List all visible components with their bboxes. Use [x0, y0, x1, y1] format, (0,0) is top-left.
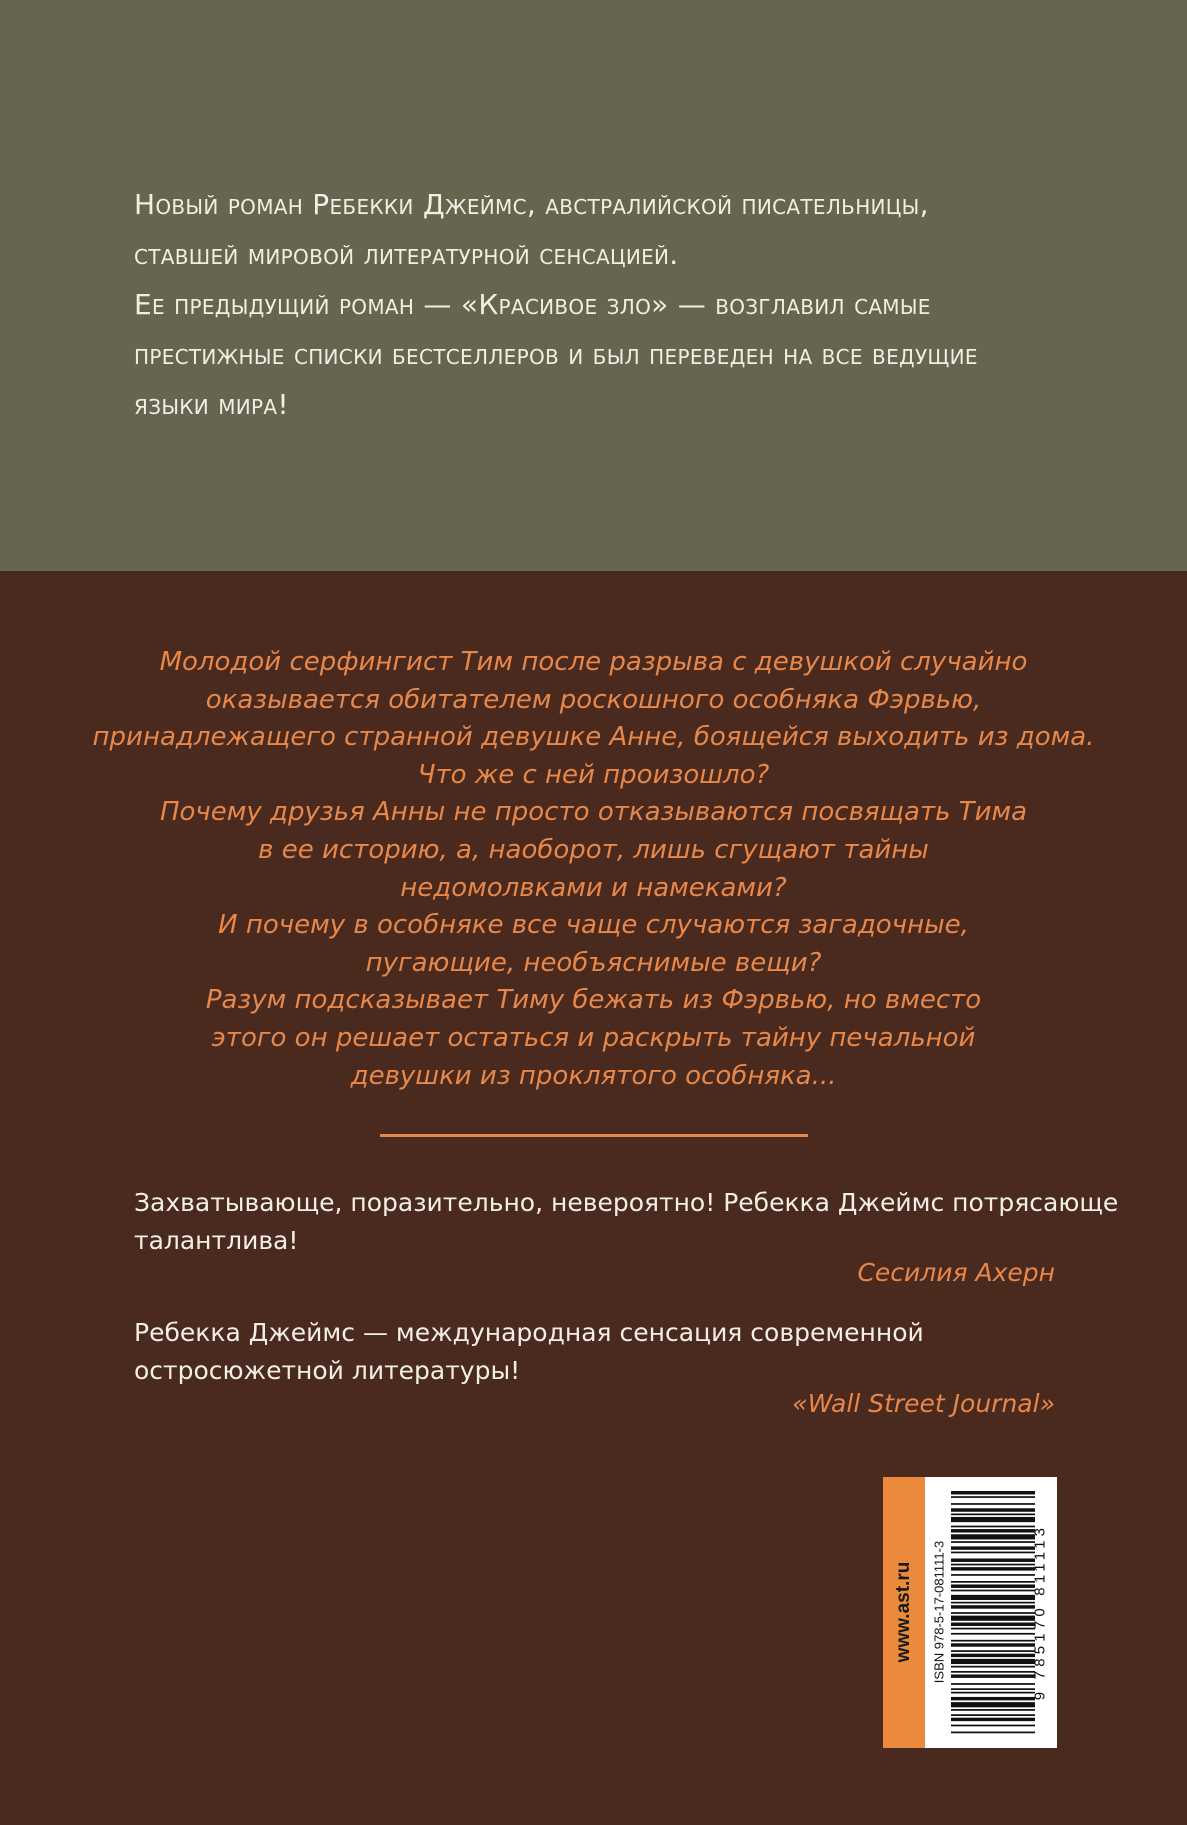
barcode-label [883, 1477, 1057, 1748]
barcode-bar [951, 1725, 1035, 1727]
synopsis-line: Молодой серфингист Тим после разрыва с девушкой случайно [159, 647, 1028, 677]
review-quote-line: талантлива! [134, 1226, 299, 1255]
intro-line: Новый роман Ребекки Джеймс, австралийской писательницы, [134, 188, 929, 221]
barcode-bar [951, 1605, 1035, 1608]
synopsis-line: Почему друзья Анны не просто отказываются посвящать Тима [159, 797, 1028, 828]
barcode-bar [951, 1683, 1035, 1685]
barcode-bar [951, 1491, 1035, 1494]
barcode-bar [951, 1508, 1035, 1511]
barcode-bar [951, 1633, 1035, 1635]
barcode-bar [951, 1688, 1035, 1690]
barcode-bar [951, 1496, 1035, 1498]
synopsis-line: пугающие, необъяснимые вещи? [365, 947, 822, 978]
barcode-bar [951, 1503, 1035, 1505]
barcode-bar [951, 1674, 1035, 1677]
barcode-bar [951, 1595, 1035, 1600]
website-label: www.ast.ru [893, 1561, 914, 1663]
synopsis-line: этого он решает остаться и раскрыть тайну печальной [211, 1022, 976, 1053]
barcode-bar [951, 1574, 1035, 1576]
section-divider [380, 1134, 808, 1137]
barcode-bar [951, 1612, 1035, 1614]
intro-line: языки мира! [134, 388, 289, 421]
synopsis-line: принадлежащего странной девушке Анне, боящейся выходить из дома. [92, 722, 1095, 753]
synopsis-line: Разум подсказывает Тиму бежать из Фэрвью, но вместо [205, 985, 982, 1016]
synopsis-text [60, 644, 1127, 1095]
barcode-bar [951, 1590, 1035, 1592]
barcode-bar [951, 1513, 1035, 1515]
barcode-bar [951, 1718, 1035, 1721]
barcode-bar [951, 1666, 1035, 1668]
synopsis-line: оказывается обитателем роскошного особняка Фэрвью, [205, 684, 982, 715]
barcode-bar [951, 1650, 1035, 1652]
isbn-number: ISBN 978-5-17-081111-3 [931, 1540, 947, 1684]
review-quote-line: остросюжетной литературы! [134, 1356, 521, 1385]
barcode-bar [951, 1623, 1035, 1626]
intro-line: престижные списки бестселлеров и был переведен на все ведущие [134, 338, 978, 371]
barcode-bar [951, 1640, 1035, 1642]
barcode-bar [951, 1654, 1035, 1657]
barcode-bar [951, 1616, 1035, 1621]
barcode-bar [951, 1584, 1035, 1587]
barcode-bar [951, 1552, 1035, 1554]
barcode-bar [951, 1643, 1035, 1646]
review-quote-line: Ребекка Джеймс — международная сенсация современной [134, 1318, 924, 1347]
barcode-bar [951, 1692, 1035, 1694]
synopsis-line: в ее историю, а, наоборот, лишь сгущают тайны [258, 834, 929, 865]
barcode-digits: 9 785170 811113 [1031, 1523, 1049, 1701]
barcode-bar [951, 1546, 1035, 1549]
barcode-bar [951, 1697, 1035, 1700]
review-quote [134, 1314, 1064, 1390]
review-author: Сесилия Ахерн [857, 1258, 1055, 1287]
intro-line: ставшей мировой литературной сенсацией. [134, 238, 679, 271]
barcode-bar [951, 1534, 1035, 1539]
barcode-bar [951, 1602, 1035, 1604]
review-author: «Wall Street Journal» [792, 1389, 1055, 1418]
barcode-bar [951, 1702, 1035, 1707]
barcode-bar [951, 1709, 1035, 1711]
barcode-bar [951, 1558, 1035, 1561]
intro-text [134, 180, 1054, 430]
barcode-bar [951, 1714, 1035, 1716]
barcode-bar [951, 1541, 1035, 1543]
barcode-bars [951, 1491, 1035, 1735]
synopsis-line: И почему в особняке все чаще случаются загадочные, [218, 910, 969, 941]
review-quote-line: Захватывающе, поразительно, невероятно! Ребекка Джеймс потрясающе [134, 1188, 1119, 1217]
intro-line: Ее предыдущий роман — «Красивое зло» — возглавил самые [134, 288, 931, 321]
barcode-bar [951, 1526, 1035, 1528]
barcode-bar [951, 1529, 1035, 1532]
barcode-bar [951, 1581, 1035, 1583]
barcode-bar [951, 1517, 1035, 1522]
barcode-bar [951, 1628, 1035, 1630]
barcode-bar [951, 1567, 1035, 1570]
barcode-bar [951, 1564, 1035, 1566]
review-quote [134, 1184, 1119, 1260]
barcode-bar [951, 1732, 1035, 1734]
synopsis-line: Что же с ней произошло? [417, 759, 770, 790]
synopsis-line: девушки из проклятого особняка... [350, 1060, 837, 1091]
barcode-bar [951, 1671, 1035, 1673]
synopsis-line: недомолвками и намеками? [400, 872, 787, 903]
barcode-bar [951, 1659, 1035, 1664]
